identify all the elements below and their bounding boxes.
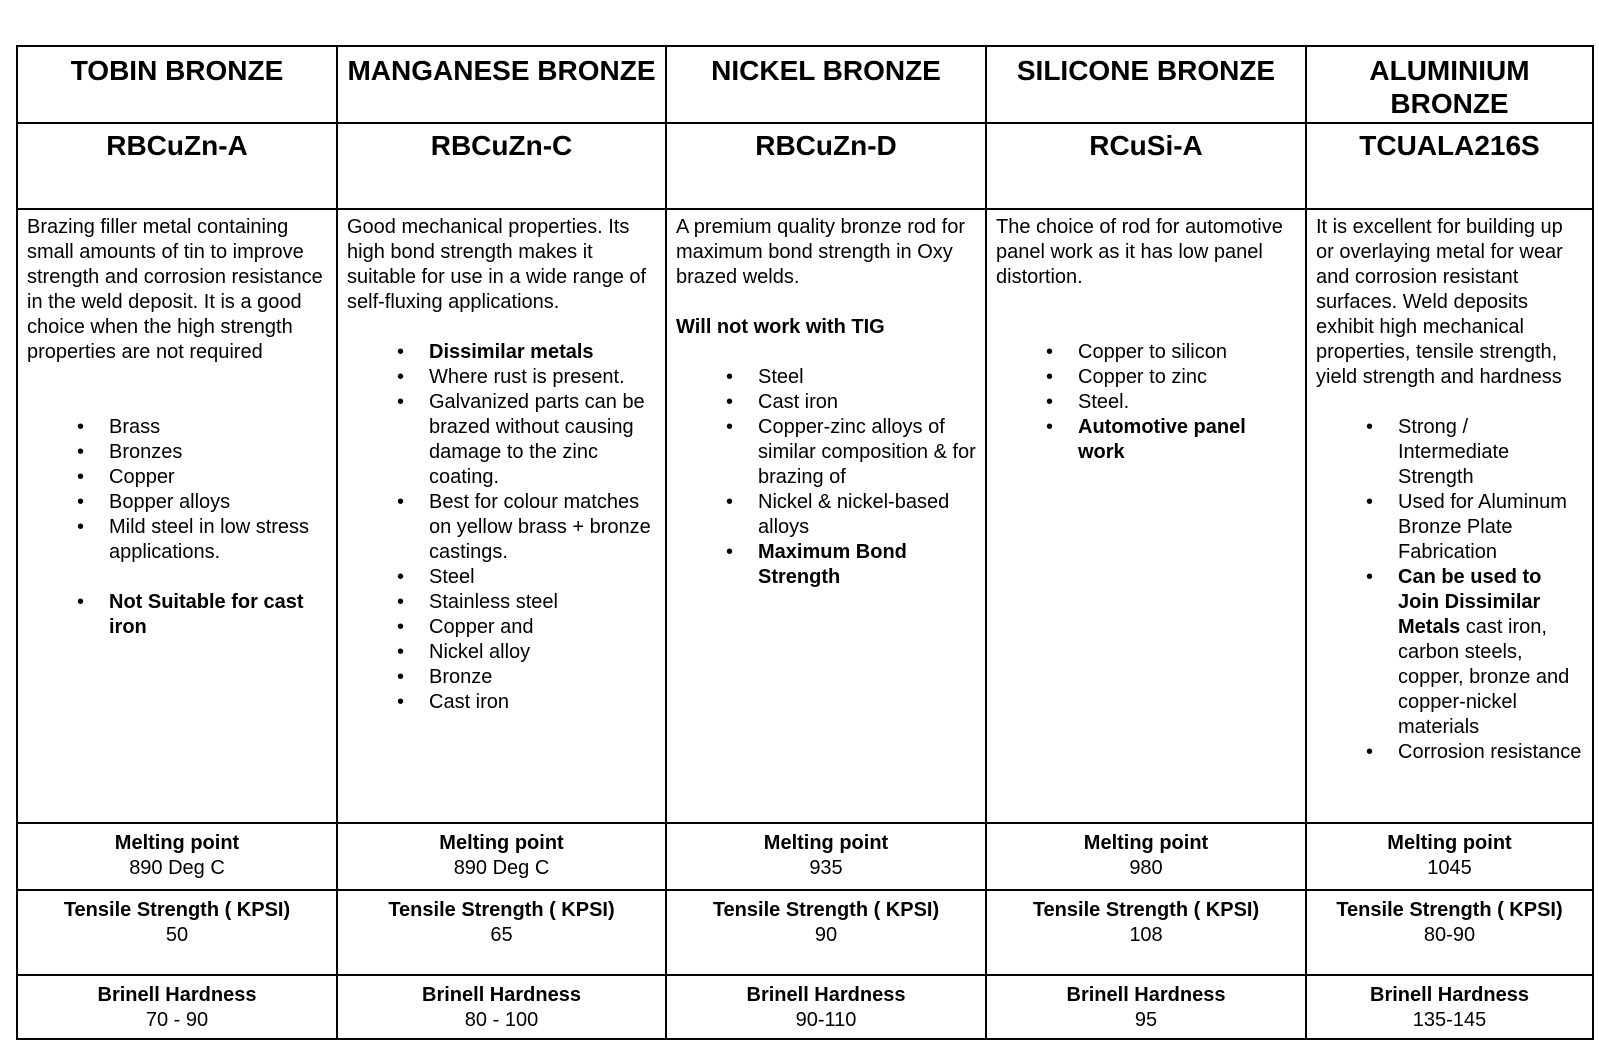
melting-point-value: 935 xyxy=(809,857,843,879)
description-paragraph-bold: Will not work with TIG xyxy=(676,316,885,338)
bullet-item: • Corrosion resistance xyxy=(1366,740,1583,765)
code-aluminium-bronze: TCUALA216S xyxy=(1306,123,1593,209)
header-tobin-bronze: TOBIN BRONZE xyxy=(17,46,337,123)
bullet-list xyxy=(676,365,976,590)
melting-point-value: 890 Deg C xyxy=(453,857,550,879)
tensile-strength-aluminium-bronze xyxy=(1306,890,1593,975)
melting-point-label: Melting point xyxy=(763,832,889,854)
melting-point-label: Melting point xyxy=(439,832,564,854)
bullet-item: • Mild steel in low stress applications. xyxy=(77,515,327,565)
row-melting-point xyxy=(17,823,1593,890)
melting-point-value: 1045 xyxy=(1427,857,1472,879)
bullet-item: • Copper xyxy=(77,465,327,490)
row-product-names xyxy=(17,46,1593,123)
tensile-strength-value: 50 xyxy=(165,924,189,946)
tensile-strength-value: 108 xyxy=(1129,924,1163,946)
bullet-item: • Used for Aluminum Bronze Plate Fabrication xyxy=(1366,490,1583,565)
description-paragraph: Good mechanical properties. Its high bond strength makes it suitable for use in a wide range of self-fluxing applications. xyxy=(347,216,647,313)
brinell-hardness-label: Brinell Hardness xyxy=(422,984,581,1006)
bullet-item: • Not Suitable for cast iron xyxy=(77,590,327,640)
spacer xyxy=(676,340,976,365)
tensile-strength-value: 80-90 xyxy=(1423,924,1476,946)
brinell-hardness-value: 70 - 90 xyxy=(145,1009,209,1031)
code-silicone-bronze: RCuSi-A xyxy=(986,123,1306,209)
bullet-list xyxy=(27,415,327,565)
melting-point-tobin-bronze xyxy=(17,823,337,890)
brinell-hardness-tobin-bronze xyxy=(17,975,337,1039)
tensile-strength-value: 90 xyxy=(814,924,838,946)
bronze-comparison-table xyxy=(16,45,1594,1040)
melting-point-label: Melting point xyxy=(1387,832,1512,854)
description-silicone-bronze xyxy=(986,209,1306,823)
brinell-hardness-value: 80 - 100 xyxy=(464,1009,539,1031)
tensile-strength-nickel-bronze xyxy=(666,890,986,975)
header-nickel-bronze: NICKEL BRONZE xyxy=(666,46,986,123)
description-nickel-bronze xyxy=(666,209,986,823)
description-paragraph: The choice of rod for automotive panel work as it has low panel distortion. xyxy=(996,216,1283,288)
row-tensile-strength xyxy=(17,890,1593,975)
melting-point-value: 890 Deg C xyxy=(129,857,225,879)
bullet-item: • Cast iron xyxy=(726,390,976,415)
code-tobin-bronze: RBCuZn-A xyxy=(17,123,337,209)
bullet-item: • Bronzes xyxy=(77,440,327,465)
brinell-hardness-manganese-bronze xyxy=(337,975,666,1039)
bullet-list xyxy=(996,340,1296,465)
tensile-strength-label: Tensile Strength ( KPSI) xyxy=(63,899,291,921)
bullet-list xyxy=(27,590,327,640)
brinell-hardness-silicone-bronze xyxy=(986,975,1306,1039)
row-alloy-codes xyxy=(17,123,1593,209)
melting-point-value: 980 xyxy=(1129,857,1163,879)
bullet-item: • Stainless steel xyxy=(397,590,656,615)
melting-point-aluminium-bronze xyxy=(1306,823,1593,890)
tensile-strength-label: Tensile Strength ( KPSI) xyxy=(1336,899,1563,921)
bullet-item: • Copper and xyxy=(397,615,656,640)
description-paragraph: Brazing filler metal containing small amounts of tin to improve strength and corrosion resistance in the weld deposit. It is a good choice when the high strength properties are not required xyxy=(27,216,323,363)
code-nickel-bronze: RBCuZn-D xyxy=(666,123,986,209)
bullet-item: • Steel. xyxy=(1046,390,1296,415)
bullet-item: • Automotive panel work xyxy=(1046,415,1296,465)
bullet-list xyxy=(1316,415,1583,765)
tensile-strength-value: 65 xyxy=(490,924,513,946)
bullet-item: • Bopper alloys xyxy=(77,490,327,515)
description-aluminium-bronze xyxy=(1306,209,1593,823)
bullet-item: • Copper to silicon xyxy=(1046,340,1296,365)
melting-point-silicone-bronze xyxy=(986,823,1306,890)
description-manganese-bronze xyxy=(337,209,666,823)
brinell-hardness-value: 95 xyxy=(1134,1009,1158,1031)
spacer xyxy=(347,315,656,340)
brinell-hardness-nickel-bronze xyxy=(666,975,986,1039)
description-paragraph: A premium quality bronze rod for maximum bond strength in Oxy brazed welds. xyxy=(676,216,966,288)
bullet-item: • Copper to zinc xyxy=(1046,365,1296,390)
brinell-hardness-label: Brinell Hardness xyxy=(97,984,257,1006)
bullet-item: • Bronze xyxy=(397,665,656,690)
header-aluminium-bronze: ALUMINIUM BRONZE xyxy=(1306,46,1593,123)
tensile-strength-label: Tensile Strength ( KPSI) xyxy=(1032,899,1260,921)
melting-point-manganese-bronze xyxy=(337,823,666,890)
description-tobin-bronze xyxy=(17,209,337,823)
brinell-hardness-label: Brinell Hardness xyxy=(1066,984,1226,1006)
bullet-item: • Can be used to Join Dissimilar Metals cast iron, carbon steels, copper, bronze and copper-nickel materials xyxy=(1366,565,1583,740)
tensile-strength-silicone-bronze xyxy=(986,890,1306,975)
tensile-strength-manganese-bronze xyxy=(337,890,666,975)
bullet-item: • Best for colour matches on yellow brass + bronze castings. xyxy=(397,490,656,565)
spacer xyxy=(27,565,327,590)
brinell-hardness-label: Brinell Hardness xyxy=(746,984,906,1006)
row-brinell-hardness xyxy=(17,975,1593,1039)
row-descriptions xyxy=(17,209,1593,823)
bullet-item: • Maximum Bond Strength xyxy=(726,540,976,590)
brinell-hardness-value: 90-110 xyxy=(795,1009,857,1031)
brinell-hardness-aluminium-bronze xyxy=(1306,975,1593,1039)
header-manganese-bronze: MANGANESE BRONZE xyxy=(337,46,666,123)
spacer xyxy=(996,290,1296,340)
tensile-strength-tobin-bronze xyxy=(17,890,337,975)
bullet-item: • Dissimilar metals xyxy=(397,340,656,365)
bullet-item: • Steel xyxy=(726,365,976,390)
melting-point-nickel-bronze xyxy=(666,823,986,890)
bullet-item: • Where rust is present. xyxy=(397,365,656,390)
spacer xyxy=(676,290,976,315)
tensile-strength-label: Tensile Strength ( KPSI) xyxy=(388,899,615,921)
bullet-item: • Galvanized parts can be brazed without causing damage to the zinc coating. xyxy=(397,390,656,490)
brinell-hardness-label: Brinell Hardness xyxy=(1370,984,1529,1006)
bullet-item: • Copper-zinc alloys of similar composition & for brazing of xyxy=(726,415,976,490)
bullet-item: • Steel xyxy=(397,565,656,590)
bullet-list xyxy=(347,340,656,715)
spacer xyxy=(1316,390,1583,415)
tensile-strength-label: Tensile Strength ( KPSI) xyxy=(712,899,940,921)
melting-point-label: Melting point xyxy=(114,832,240,854)
bullet-item: • Strong / Intermediate Strength xyxy=(1366,415,1583,490)
spacer xyxy=(27,365,327,415)
bullet-item: • Nickel alloy xyxy=(397,640,656,665)
header-silicone-bronze: SILICONE BRONZE xyxy=(986,46,1306,123)
bullet-item: • Brass xyxy=(77,415,327,440)
bullet-item: • Nickel & nickel-based alloys xyxy=(726,490,976,540)
melting-point-label: Melting point xyxy=(1083,832,1209,854)
description-paragraph: It is excellent for building up or overlaying metal for wear and corrosion resistant surfaces. Weld deposits exhibit high mechanical properties, tensile strength, yield strength and hardness xyxy=(1316,216,1563,388)
code-manganese-bronze: RBCuZn-C xyxy=(337,123,666,209)
brinell-hardness-value: 135-145 xyxy=(1412,1009,1487,1031)
bullet-item: • Cast iron xyxy=(397,690,656,715)
